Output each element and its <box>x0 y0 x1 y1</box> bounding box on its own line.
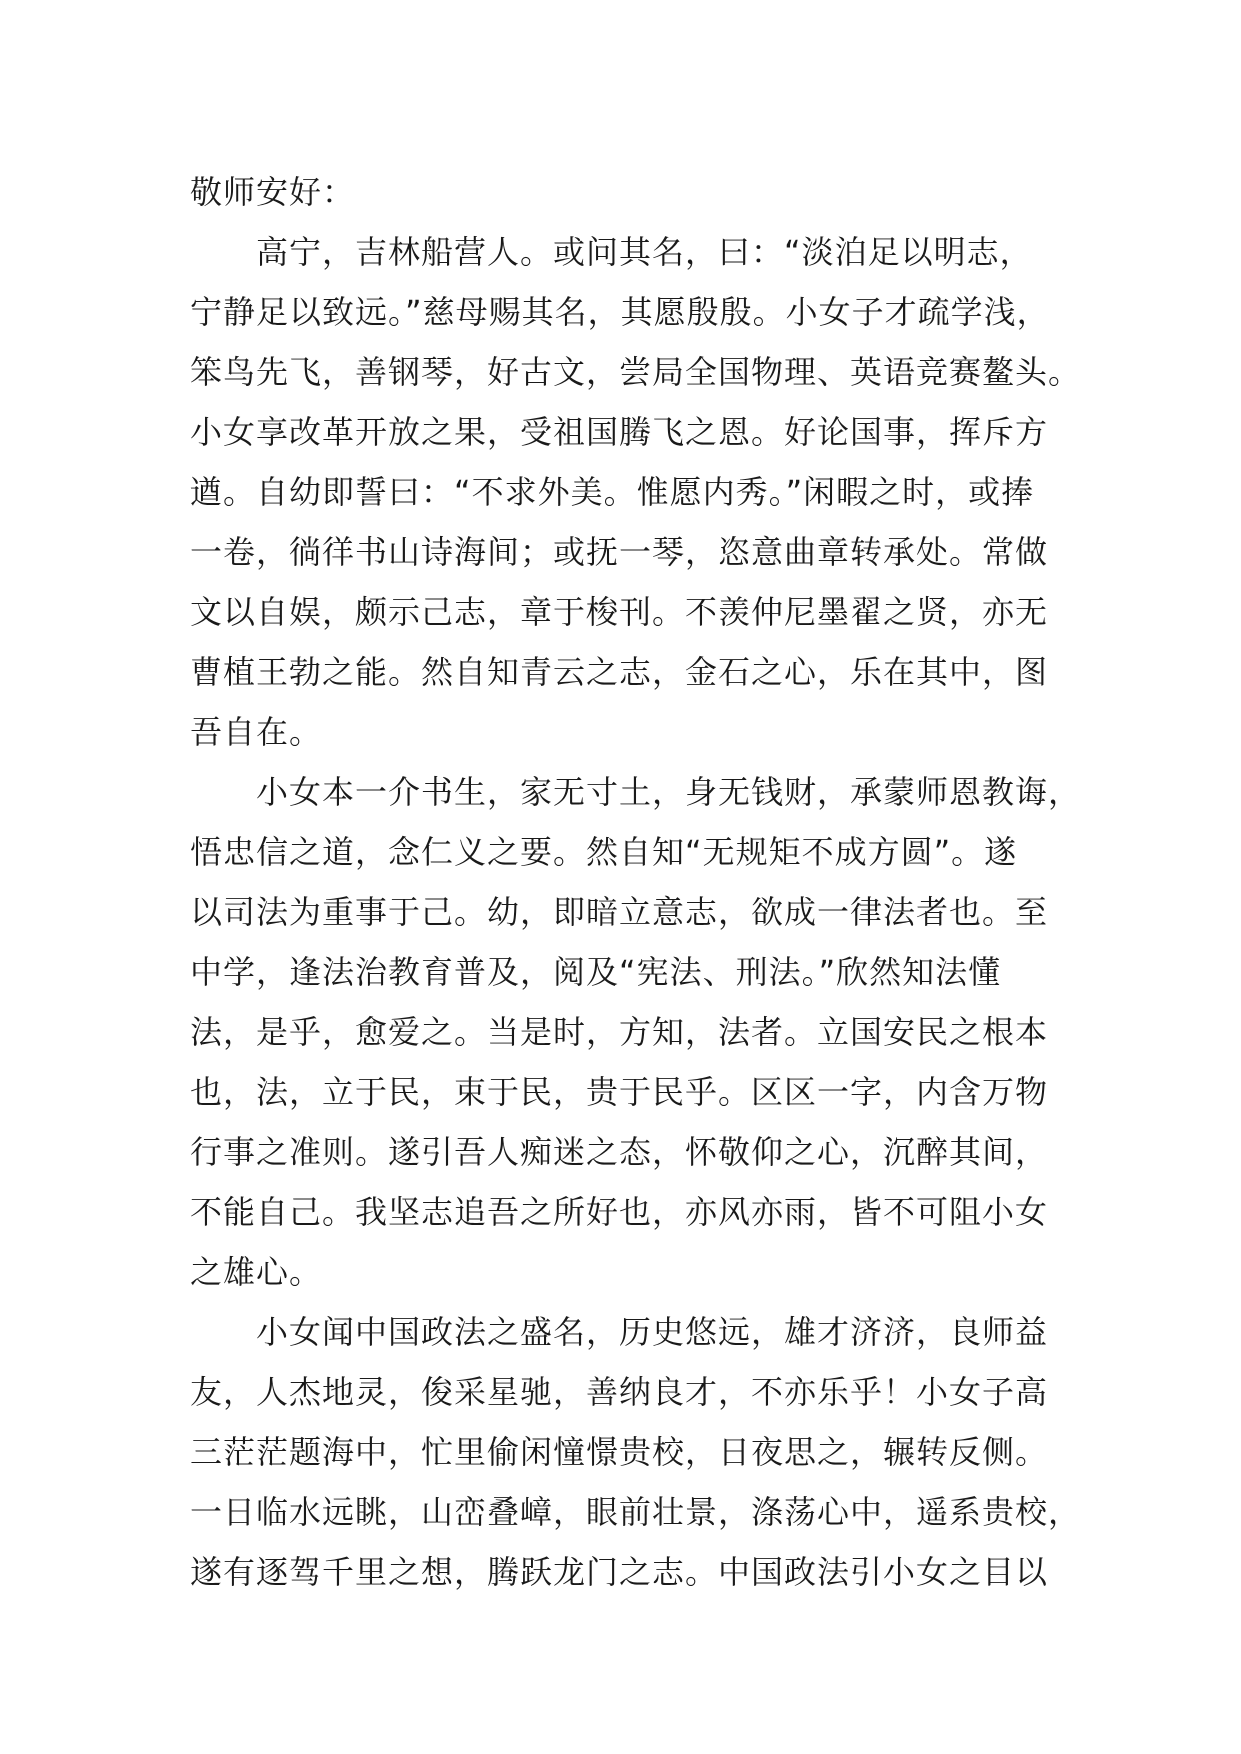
paragraph-3-line-5: 遂有逐驾千里之想，腾跃龙门之志。中国政法引小女之目以 <box>190 1553 1049 1591</box>
paragraph-1-line-8: 曹植王勃之能。然自知青云之志，金石之心，乐在其中，图 <box>190 653 1049 691</box>
paragraph-2-line-3: 以司法为重事于己。幼，即暗立意志，欲成一律法者也。至 <box>190 893 1049 931</box>
paragraph-3-line-1: 小女闻中国政法之盛名，历史悠远，雄才济济，良师益 <box>256 1313 1049 1351</box>
paragraph-2-line-7: 行事之准则。遂引吾人痴迷之态，怀敬仰之心，沉醉其间， <box>190 1133 1049 1171</box>
paragraph-2-line-8: 不能自己。我坚志追吾之所好也，亦风亦雨，皆不可阻小女 <box>190 1193 1049 1231</box>
paragraph-3-line-2: 友，人杰地灵，俊采星驰，善纳良才，不亦乐乎！小女子高 <box>190 1373 1049 1411</box>
paragraph-2-line-2: 悟忠信之道，念仁义之要。然自知“无规矩不成方圆”。遂 <box>190 833 1018 871</box>
paragraph-1-line-6: 一卷，徜徉书山诗海间；或抚一琴，恣意曲章转承处。常做 <box>190 533 1049 571</box>
paragraph-2-line-4: 中学，逢法治教育普及，阅及“宪法、刑法。”欣然知法懂 <box>190 953 1002 991</box>
paragraph-1-line-9: 吾自在。 <box>190 713 323 751</box>
salutation: 敬师安好： <box>190 173 356 211</box>
paragraph-1-line-2: 宁静足以致远。”慈母赐其名，其愿殷殷。小女子才疏学浅， <box>190 293 1050 331</box>
paragraph-1-line-3: 笨鸟先飞，善钢琴，好古文，尝局全国物理、英语竞赛鳌头。 <box>190 353 1082 391</box>
paragraph-2-line-1: 小女本一介书生，家无寸土，身无钱财，承蒙师恩教诲， <box>256 773 1082 811</box>
paragraph-1-line-7: 文以自娱，颇示己志，章于梭刊。不羡仲尼墨翟之贤，亦无 <box>190 593 1049 631</box>
paragraph-2-line-9: 之雄心。 <box>190 1253 323 1291</box>
paragraph-1-line-5: 遒。自幼即誓曰：“不求外美。惟愿内秀。”闲暇之时，或捧 <box>190 473 1035 511</box>
paragraph-3-line-4: 一日临水远眺，山峦叠嶂，眼前壮景，涤荡心中，遥系贵校， <box>190 1493 1082 1531</box>
paragraph-3-line-3: 三茫茫题海中，忙里偷闲憧憬贵校，日夜思之，辗转反侧。 <box>190 1433 1049 1471</box>
paragraph-1-line-4: 小女享改革开放之果，受祖国腾飞之恩。好论国事，挥斥方 <box>190 413 1049 451</box>
letter-body <box>190 162 1082 1602</box>
paragraph-1-line-1: 高宁，吉林船营人。或问其名，曰：“淡泊足以明志， <box>256 233 1033 271</box>
paragraph-2-line-5: 法，是乎，愈爱之。当是时，方知，法者。立国安民之根本 <box>190 1013 1049 1051</box>
paragraph-2-line-6: 也，法，立于民，束于民，贵于民乎。区区一字，内含万物 <box>190 1073 1049 1111</box>
